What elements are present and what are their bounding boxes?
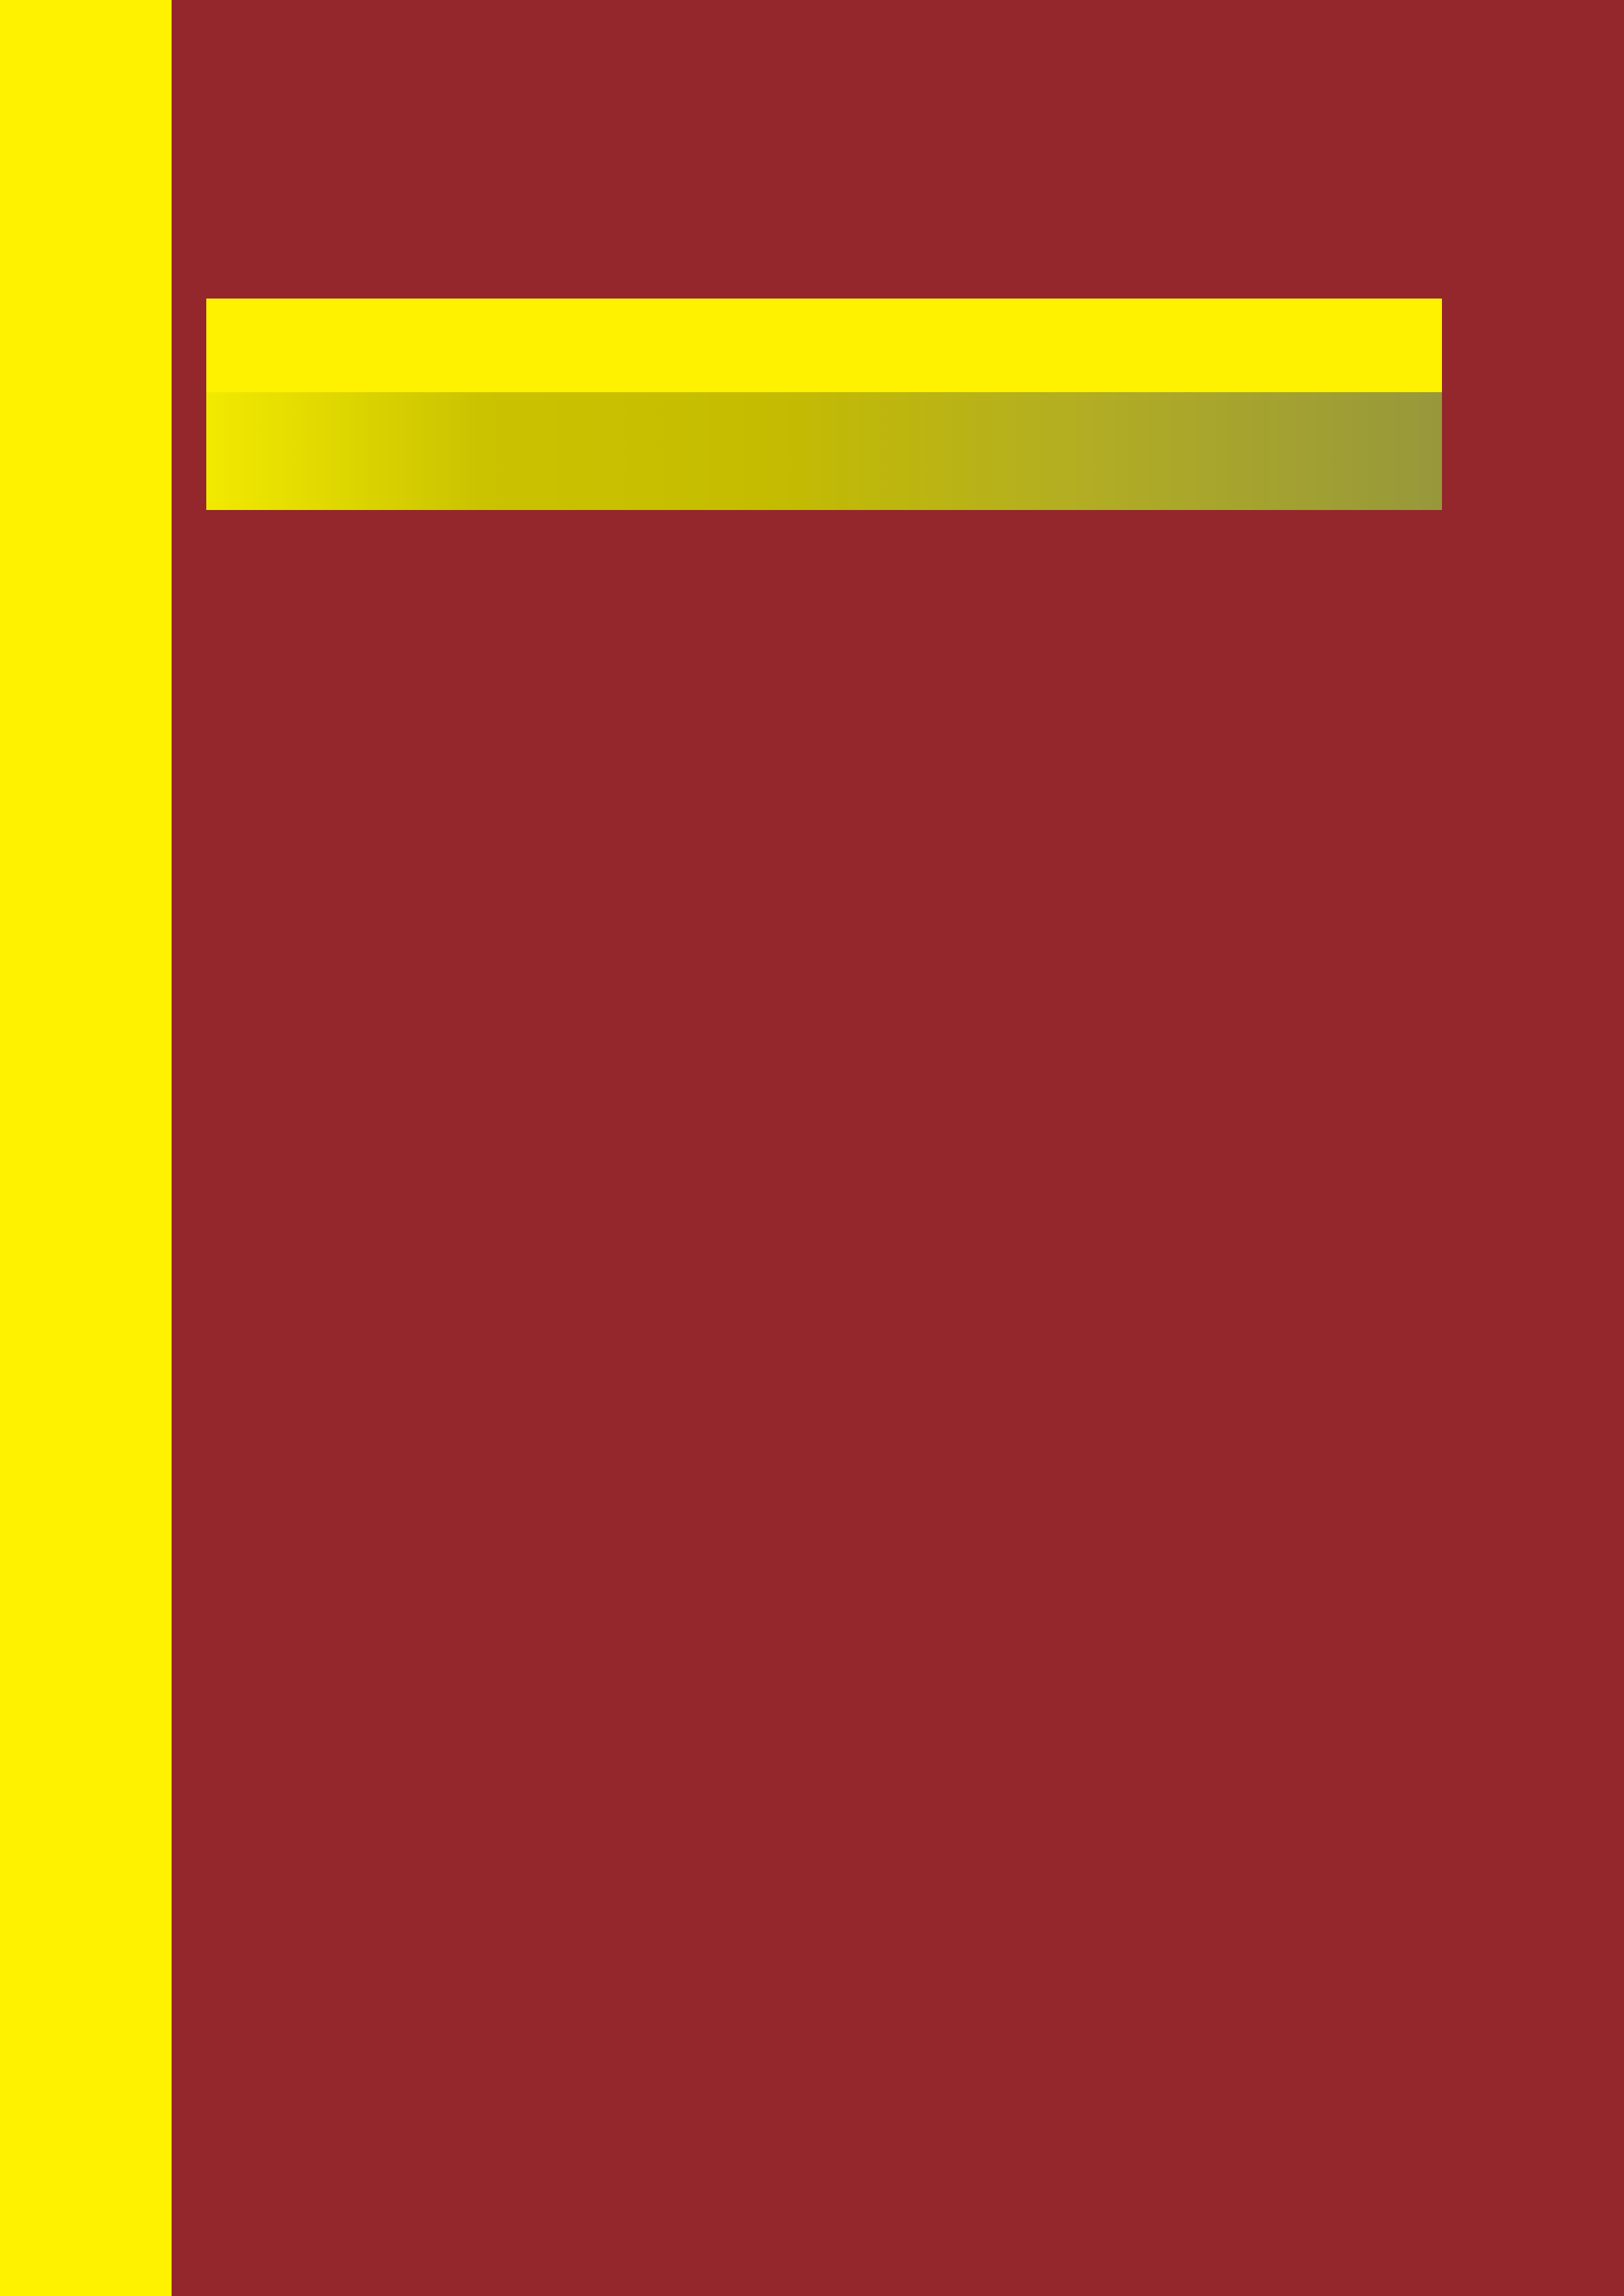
table-header xyxy=(206,392,1442,510)
yellow-sidebar xyxy=(0,0,172,2296)
chevron-arrows-decoration xyxy=(889,103,1421,194)
header-board-position xyxy=(1244,392,1442,510)
bottom-arrow-decoration xyxy=(191,2108,1449,2205)
header-board-roll xyxy=(620,392,792,510)
title-band xyxy=(206,299,1442,392)
header-passing-year xyxy=(206,392,383,510)
header-student-name xyxy=(792,392,1244,510)
header-technology xyxy=(383,392,620,510)
